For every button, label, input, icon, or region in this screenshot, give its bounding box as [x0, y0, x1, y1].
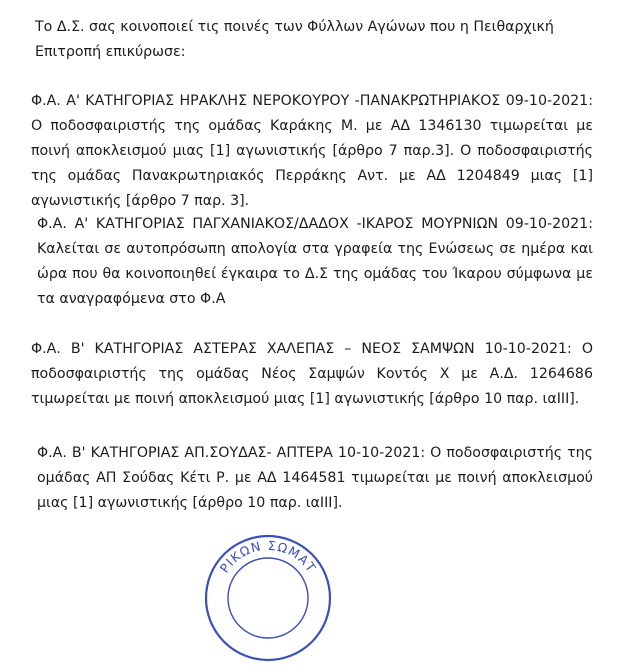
- penalty-paragraph-2: Φ.Α. Α' ΚΑΤΗΓΟΡΙΑΣ ΠΑΓΧΑΝΙΑΚΟΣ/ΔΑΔΟΧ -ΙΚΑΡΟΣ ΜΟΥΡΝΙΩΝ 09-10-2021: Καλείται σε αυτοπρόσωπη απολογία στα γραφεία της Ενώσεως σε ημέρα και ώρα που θα κοινοποιηθεί έγκαιρα το Δ.Σ της ομάδας του Ίκαρου σύμφωνα με τα αναγραφόμενα στο Φ.Α: [37, 216, 593, 307]
- stamp-outer-ring: [206, 536, 330, 660]
- stamp-inner-ring: [228, 558, 308, 638]
- penalty-paragraph-1: Φ.Α. Α' ΚΑΤΗΓΟΡΙΑΣ ΗΡΑΚΛΗΣ ΝΕΡΟΚΟΥΡΟΥ -ΠΑΝΑΚΡΩΤΗΡΙΑΚΟΣ 09-10-2021: Ο ποδοσφαιριστής της ομάδας Καράκης Μ. με ΑΔ 1346130 τιμωρείται με ποινή αποκλεισμού μιας [1] αγωνιστικής [άρθρο 7 παρ.3]. Ο ποδοσφαιριστής της ομάδας Πανακρωτηριακός Περράκης Αντ. με ΑΔ 1204849 μιας [1] αγωνιστικής [άρθρο 7 παρ. 3].: [31, 93, 593, 209]
- penalty-paragraph-3: Φ.Α. Β' ΚΑΤΗΓΟΡΙΑΣ ΑΣΤΕΡΑΣ ΧΑΛΕΠΑΣ – ΝΕΟΣ ΣΑΜΨΩΝ 10-10-2021: Ο ποδοσφαιριστής της ομάδας Νέος Σαμψών Κοντός Χ με Α.Δ. 1264686 τιμωρείται με ποινή αποκλεισμού μιας [1] αγωνιστικής [άρθρο 10 παρ. ιαIII].: [31, 341, 593, 407]
- stamp-text: ΡΙΚΩΝ ΣΩΜΑΤ: [216, 537, 320, 576]
- penalty-paragraph-4: Φ.Α. Β' ΚΑΤΗΓΟΡΙΑΣ ΑΠ.ΣΟΥΔΑΣ- ΑΠΤΕΡΑ 10-10-2021: Ο ποδοσφαιριστής της ομάδας ΑΠ Σούδας Κέτι Ρ. με ΑΔ 1464581 τιμωρείται με ποινή αποκλεισμού μιας [1] αγωνιστικής [άρθρο 10 παρ. ιαIII].: [37, 445, 593, 511]
- intro-paragraph: Το Δ.Σ. σας κοινοποιεί τις ποινές των Φύλλων Αγώνων που η Πειθαρχική Επιτροπή επικύρωσε:: [35, 19, 554, 60]
- association-stamp: [198, 528, 338, 668]
